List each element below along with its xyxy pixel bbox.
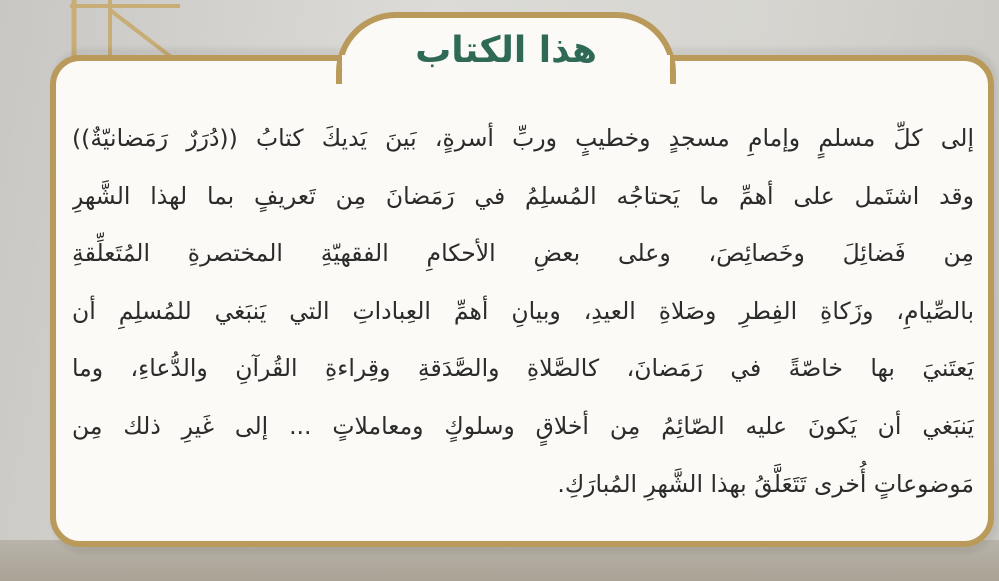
description-line: يَعتَنيَ بها خاصّةً في رَمَضانَ، كالصَّلاةِ والصَّدَقةِ وقِراءةِ القُرآنِ والدُّعاءِ، وما [72,354,974,383]
description-line: مِن فَضائِلَ وخَصائِصَ، وعلى بعضِ الأحكامِ الفقهيّةِ المختصرةِ المُتَعلِّقةِ [72,239,974,268]
description-line: وقد اشتَمل على أهمِّ ما يَحتاجُه المُسلِمُ في رَمَضانَ مِن تَعريفٍ بما لهذا الشَّهرِ [72,181,974,210]
description-line: بالصِّيامِ، وزَكاةِ الفِطرِ وصَلاةِ العيدِ، وبيانِ أهمِّ العِباداتِ التي يَنبَغي للمُسلِمِ أن [72,296,974,325]
description-line: مَوضوعاتٍ أُخرى تَتَعَلَّقُ بهذا الشَّهرِ المُبارَكِ. [557,469,974,498]
description-line: إلى كلِّ مسلمٍ وإمامِ مسجدٍ وخطيبٍ وربِّ أسرةٍ، بَينَ يَديكَ كتابُ ((دُرَرٌ رَمَضانيّةٌ)) [72,124,974,152]
page-title: هذا الكتاب [415,30,597,71]
book-description [72,110,974,513]
description-line: يَنبَغي أن يَكونَ عليه الصّائِمُ مِن أخلاقٍ وسلوكٍ ومعاملاتٍ ... إلى غَيرِ ذلك مِن [72,411,974,440]
